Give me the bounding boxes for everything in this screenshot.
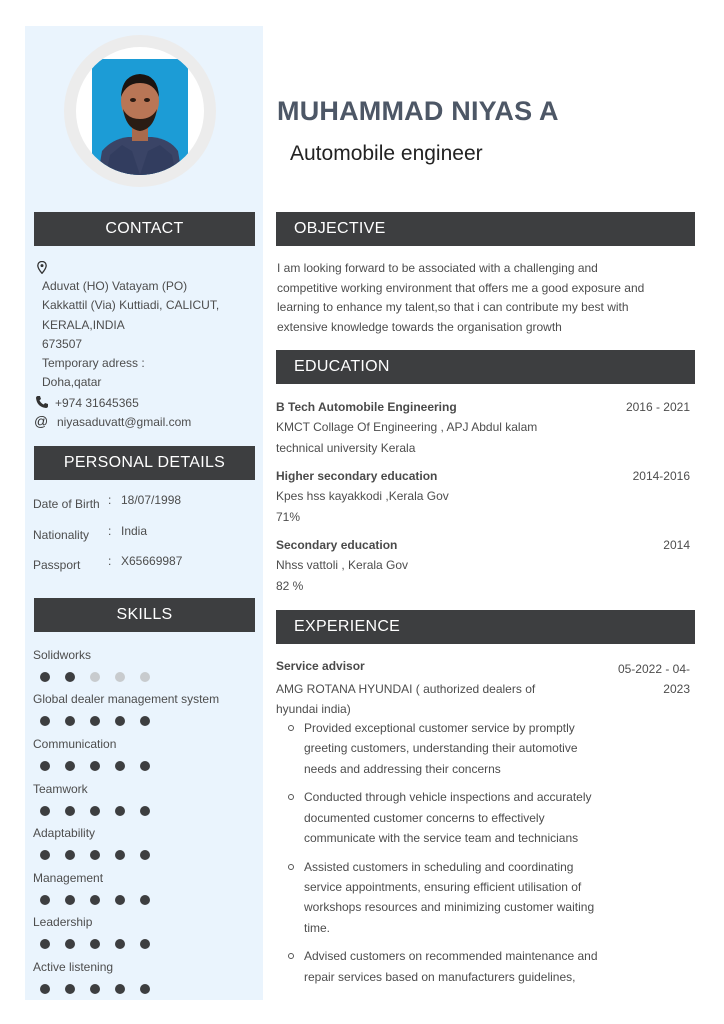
education-detail-line: Nhss vattoli , Kerala Gov <box>276 558 409 572</box>
skill-dot-filled <box>90 939 100 949</box>
address-line: 673507 <box>42 336 83 351</box>
education-years: 2014-2016 <box>632 469 690 483</box>
skill-dot-filled <box>40 850 50 860</box>
responsibility-item: Provided exceptional customer service by promptly greeting customers, understanding their automotive needs and addressing their concerns <box>286 718 622 779</box>
skill-dot-filled <box>65 895 75 905</box>
education-title: B Tech Automobile Engineering <box>276 400 457 414</box>
skill-dot-filled <box>65 984 75 994</box>
objective-line: I am looking forward to be associated with a challenging and <box>277 261 598 275</box>
responsibility-item: Conducted through vehicle inspections and accurately documented customer concerns to effectively communicate with the service team and technicians <box>286 787 622 848</box>
skill-dot-filled <box>65 850 75 860</box>
company <box>276 679 566 719</box>
skill-dot-filled <box>115 806 125 816</box>
nationality-value: India <box>121 524 148 538</box>
education-details <box>276 486 576 527</box>
skill-name: Global dealer management system <box>33 692 220 706</box>
skill-name: Leadership <box>33 915 93 929</box>
company-line: hyundai india) <box>276 702 351 716</box>
education-title: Higher secondary education <box>276 469 438 483</box>
skill-name: Adaptability <box>33 826 96 840</box>
skill-dot-filled <box>40 806 50 816</box>
skills-heading: SKILLS <box>34 598 255 632</box>
colon: : <box>108 493 112 507</box>
profile-photo-frame <box>64 35 216 187</box>
education-detail-line: 82 % <box>276 578 304 593</box>
skill-dot-empty <box>90 672 100 682</box>
responsibility-item: Assisted customers in scheduling and coordinating service appointments, ensuring efficient utilisation of workshops resources and minimizing customer waiting time. <box>286 857 622 938</box>
contact-heading: CONTACT <box>34 212 255 246</box>
bullet-icon <box>288 794 294 800</box>
colon: : <box>108 524 112 538</box>
skill-dot-filled <box>90 761 100 771</box>
skill-name: Management <box>33 871 104 885</box>
skill-dot-filled <box>140 939 150 949</box>
education-heading: EDUCATION <box>276 350 695 384</box>
skill-dot-filled <box>40 939 50 949</box>
skill-dot-filled <box>40 984 50 994</box>
job-date-line: 05-2022 - 04- <box>617 662 690 676</box>
address-line: KERALA,INDIA <box>42 317 125 332</box>
skill-dot-filled <box>115 716 125 726</box>
dob-label: Date of Birth <box>33 497 100 511</box>
address <box>42 277 252 393</box>
responsibilities-list <box>286 718 622 996</box>
dob-value: 18/07/1998 <box>121 493 182 507</box>
job-dates <box>610 659 690 699</box>
skill-dot-filled <box>140 895 150 905</box>
skill-dot-filled <box>140 761 150 771</box>
skill-dot-filled <box>140 984 150 994</box>
address-line: Doha,qatar <box>42 375 102 390</box>
skill-dot-filled <box>65 672 75 682</box>
objective-line: competitive working environment that offers me a good exposure and <box>277 280 645 295</box>
passport-value: X65669987 <box>121 554 183 568</box>
objective-line: learning to enhance my talent,so that i can contribute my best with <box>277 300 629 314</box>
objective-line: extensive knowledge towards the organisation growth <box>277 319 562 334</box>
at-icon: @ <box>34 413 49 429</box>
address-line: Aduvat (HO) Vatayam (PO) <box>42 279 188 293</box>
skill-dot-filled <box>115 895 125 905</box>
phone-icon <box>35 395 49 409</box>
skill-dot-filled <box>40 716 50 726</box>
skill-name: Active listening <box>33 960 114 974</box>
job-title: Service advisor <box>276 659 365 673</box>
skill-dot-filled <box>115 984 125 994</box>
skill-dot-filled <box>90 895 100 905</box>
skill-dot-filled <box>40 672 50 682</box>
education-years: 2016 - 2021 <box>625 400 690 414</box>
bullet-icon <box>288 864 294 870</box>
map-pin-icon <box>37 261 47 274</box>
education-details <box>276 417 576 458</box>
education-title: Secondary education <box>276 538 398 552</box>
profile-photo <box>92 59 188 175</box>
skill-name: Teamwork <box>33 782 88 796</box>
colon: : <box>108 554 112 568</box>
skill-dot-filled <box>65 716 75 726</box>
candidate-name: MUHAMMAD NIYAS A <box>277 96 559 126</box>
education-detail-line: 71% <box>276 509 301 524</box>
skill-dot-filled <box>65 761 75 771</box>
skill-dot-filled <box>115 761 125 771</box>
education-detail-line: technical university Kerala <box>276 440 416 455</box>
skill-dot-filled <box>90 806 100 816</box>
skill-dot-filled <box>140 716 150 726</box>
objective-text <box>277 259 687 337</box>
skill-dot-filled <box>65 939 75 949</box>
skill-dot-filled <box>140 850 150 860</box>
skill-dot-filled <box>90 984 100 994</box>
job-date-line: 2023 <box>663 682 690 696</box>
candidate-role: Automobile engineer <box>290 142 483 165</box>
education-detail-line: KMCT Collage Of Engineering , APJ Abdul kalam <box>276 420 538 434</box>
email-address[interactable]: niyasaduvatt@gmail.com <box>57 415 192 429</box>
skill-dot-filled <box>40 895 50 905</box>
education-details <box>276 555 576 596</box>
personal-details-heading: PERSONAL DETAILS <box>34 446 255 480</box>
education-detail-line: Kpes hss kayakkodi ,Kerala Gov <box>276 489 449 503</box>
skill-dot-filled <box>90 850 100 860</box>
company-line: AMG ROTANA HYUNDAI ( authorized dealers of <box>276 682 536 696</box>
address-line: Temporary adress : <box>42 356 145 371</box>
bullet-icon <box>288 725 294 731</box>
skill-dot-empty <box>115 672 125 682</box>
address-line: Kakkattil (Via) Kuttiadi, CALICUT, <box>42 298 220 313</box>
skill-dot-filled <box>65 806 75 816</box>
experience-heading: EXPERIENCE <box>276 610 695 644</box>
skill-dot-filled <box>90 716 100 726</box>
phone-number: +974 31645365 <box>55 396 139 410</box>
skill-name: Communication <box>33 737 117 751</box>
skill-dot-filled <box>140 806 150 816</box>
skill-dot-filled <box>115 850 125 860</box>
skill-dot-filled <box>40 761 50 771</box>
passport-label: Passport <box>33 558 81 572</box>
responsibility-item: Advised customers on recommended maintenance and repair services based on manufacturers guidelines, <box>286 946 622 987</box>
skill-name: Solidworks <box>33 648 92 662</box>
education-years: 2014 <box>663 538 690 552</box>
nationality-label: Nationality <box>33 528 90 542</box>
objective-heading: OBJECTIVE <box>276 212 695 246</box>
skill-dot-filled <box>115 939 125 949</box>
bullet-icon <box>288 953 294 959</box>
skill-dot-empty <box>140 672 150 682</box>
